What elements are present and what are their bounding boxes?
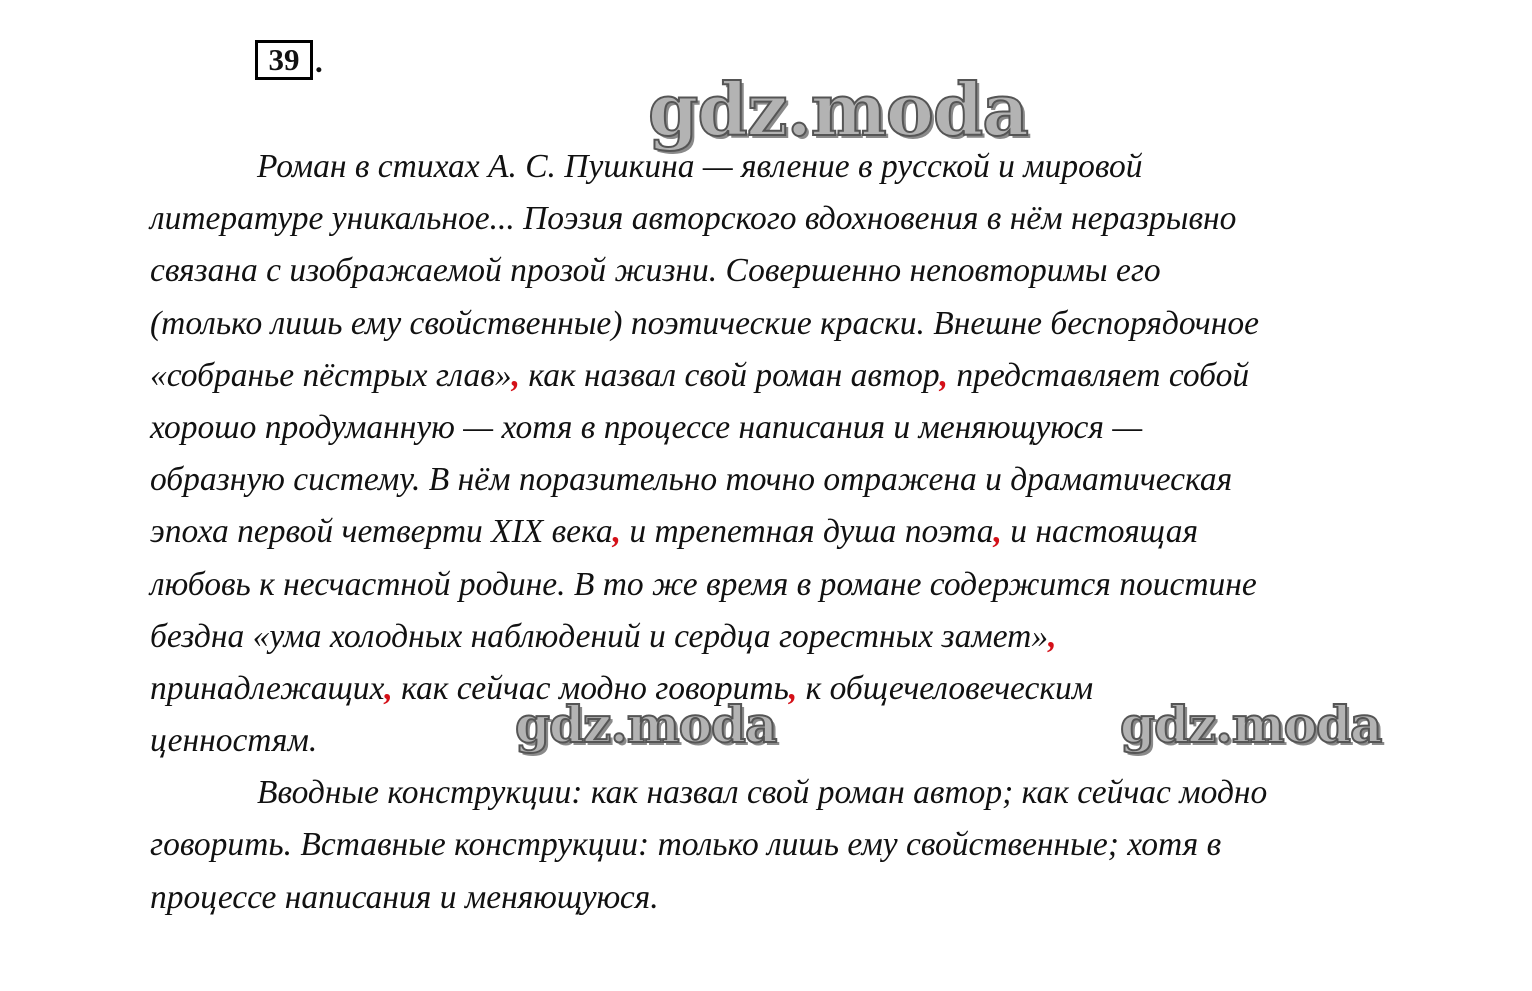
p1-line-8 xyxy=(150,506,1450,558)
p1-line-5 xyxy=(150,350,1450,402)
exercise-number: 39 xyxy=(255,40,313,80)
text-segment: «собранье пёстрых глав» xyxy=(150,356,512,394)
text-segment: принадлежащих xyxy=(150,669,385,707)
watermark-top: gdz.moda xyxy=(648,67,1028,152)
p1-line-1: Роман в стихах А. С. Пушкина — явление в русской и мировой xyxy=(257,148,1143,185)
p1-line-12: ценностям. xyxy=(150,722,318,760)
p1-line-2: литературе уникальное... Поэзия авторского вдохновения в нём неразрывно xyxy=(150,200,1237,238)
p1-line-7: образную систему. В нём поразительно точно отражена и драматическая xyxy=(150,461,1233,499)
p1-line-10 xyxy=(150,611,1450,663)
p1-line-4: (только лишь ему свойственные) поэтические краски. Внешне беспорядочное xyxy=(150,304,1259,342)
highlighted-comma: , xyxy=(384,669,393,707)
highlighted-comma: , xyxy=(511,356,520,394)
highlighted-comma: , xyxy=(612,513,621,551)
text-segment: как сейчас модно говорить xyxy=(392,669,789,707)
highlighted-comma: , xyxy=(993,513,1002,551)
p2-line-3: процессе написания и меняющуюся. xyxy=(150,878,659,916)
exercise-text xyxy=(150,141,1450,924)
text-segment: к общечеловеческим xyxy=(797,669,1094,707)
p2-line-1: Вводные конструкции: как назвал свой роман автор; как сейчас модно xyxy=(257,774,1268,812)
p1-line-9: любовь к несчастной родине. В то же время в романе содержится поистине xyxy=(150,565,1257,603)
p1-line-6: хорошо продуманную — хотя в процессе написания и меняющуюся — xyxy=(150,408,1143,446)
p1-line-3: связана с изображаемой прозой жизни. Совершенно неповторимы его xyxy=(150,252,1161,290)
text-segment: и трепетная душа поэта xyxy=(620,513,994,551)
highlighted-comma: , xyxy=(1048,617,1057,655)
text-segment: эпоха первой четверти XIX века xyxy=(150,513,613,551)
text-segment: представляет собой xyxy=(948,356,1250,394)
watermark-bottom-left: gdz.moda xyxy=(515,695,777,754)
text-segment: как назвал свой роман автор xyxy=(519,356,940,394)
exercise-number-dot: . xyxy=(315,44,323,79)
text-segment: и настоящая xyxy=(1001,513,1199,551)
p2-line-2: говорить. Вставные конструкции: только лишь ему свойственные; хотя в xyxy=(150,826,1222,864)
text-segment: бездна «ума холодных наблюдений и сердца горестных замет» xyxy=(150,617,1049,655)
highlighted-comma: , xyxy=(939,356,949,394)
highlighted-comma: , xyxy=(788,669,798,707)
watermark-bottom-right: gdz.moda xyxy=(1120,695,1382,754)
